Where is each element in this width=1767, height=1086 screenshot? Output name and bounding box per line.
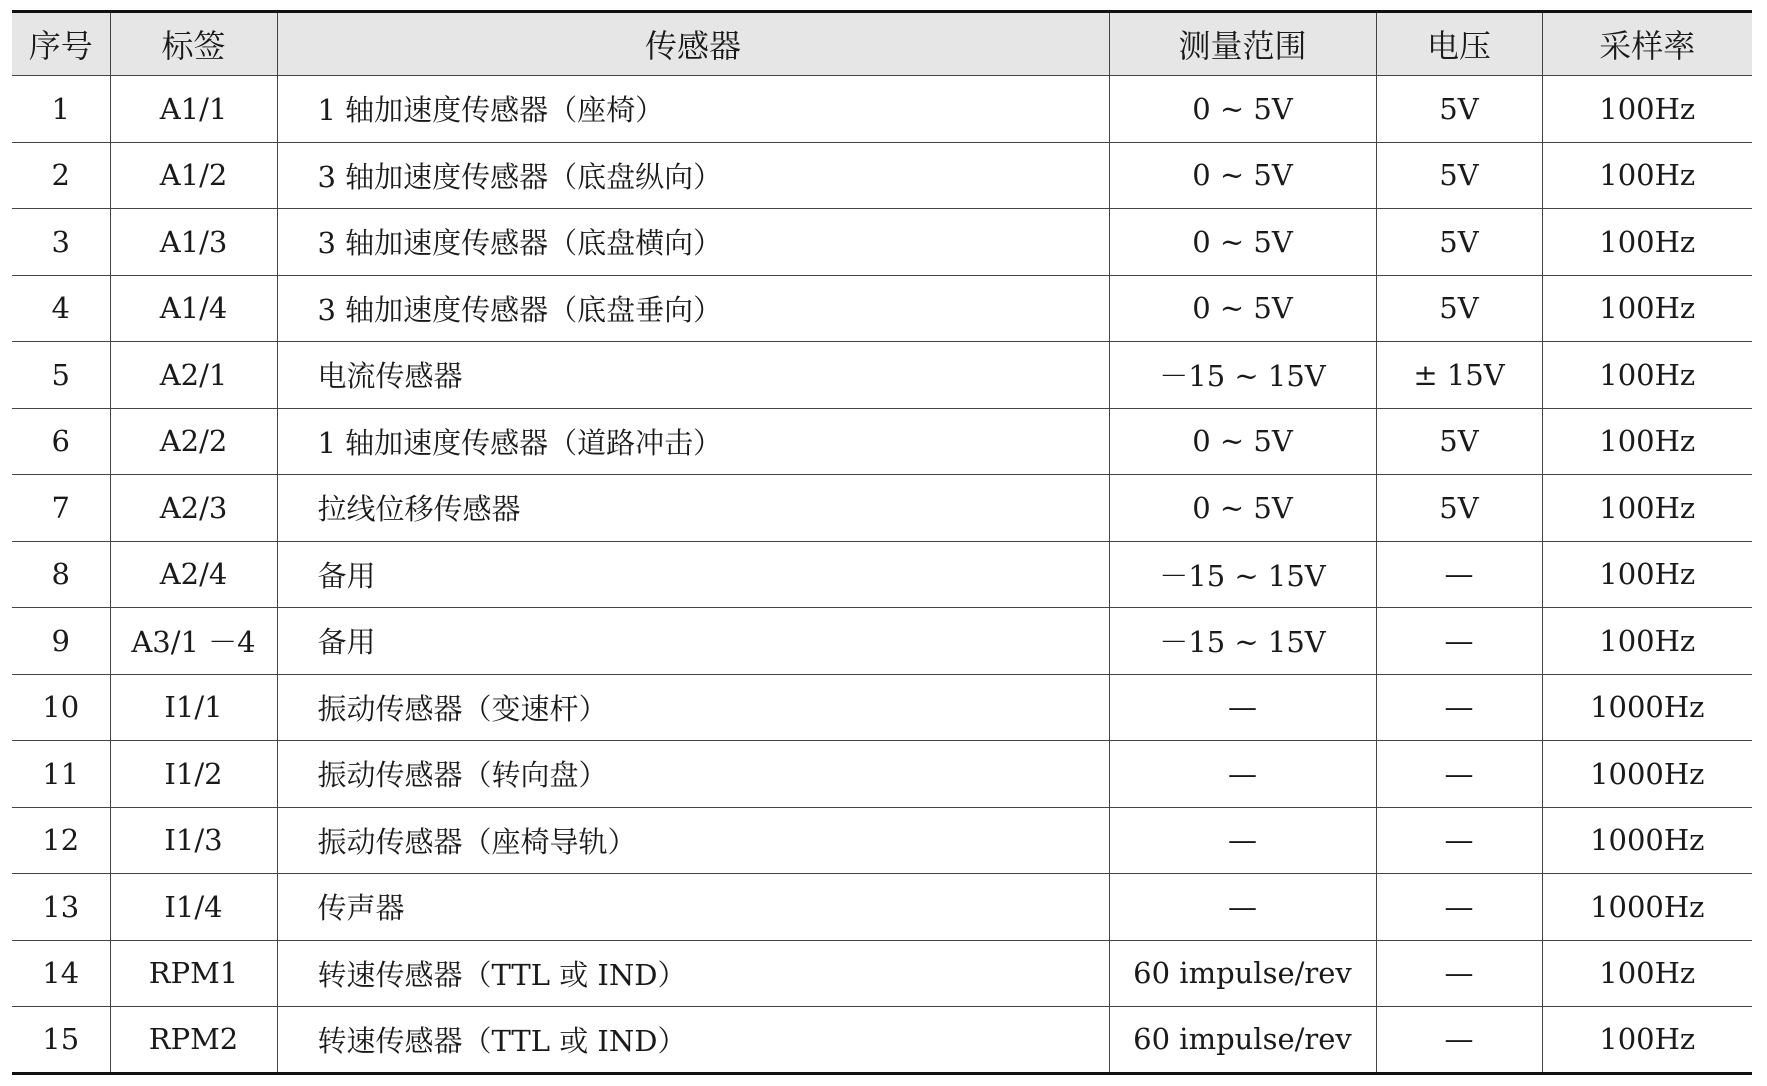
cell-rate: 1000Hz [1542, 674, 1752, 741]
cell-no: 4 [12, 275, 110, 342]
table-row [12, 275, 1752, 342]
cell-sensor: 3 轴加速度传感器（底盘横向） [277, 209, 1109, 276]
cell-range: 0 ~ 5V [1109, 275, 1376, 342]
cell-sensor: 1 轴加速度传感器（道路冲击） [277, 408, 1109, 475]
cell-voltage: — [1376, 874, 1542, 941]
cell-tag: I1/3 [110, 807, 277, 874]
header-voltage: 电压 [1376, 12, 1542, 76]
header-sensor: 传感器 [277, 12, 1109, 76]
cell-tag: A1/4 [110, 275, 277, 342]
cell-rate: 100Hz [1542, 275, 1752, 342]
table-row [12, 408, 1752, 475]
header-no: 序号 [12, 12, 110, 76]
cell-no: 7 [12, 475, 110, 542]
cell-voltage: ± 15V [1376, 342, 1542, 409]
cell-rate: 1000Hz [1542, 741, 1752, 808]
cell-voltage: — [1376, 807, 1542, 874]
table-row [12, 142, 1752, 209]
cell-range: — [1109, 807, 1376, 874]
cell-tag: RPM2 [110, 1007, 277, 1074]
sensor-table [12, 10, 1752, 1075]
cell-voltage: 5V [1376, 475, 1542, 542]
cell-sensor: 振动传感器（转向盘） [277, 741, 1109, 808]
cell-sensor: 振动传感器（变速杆） [277, 674, 1109, 741]
cell-voltage: 5V [1376, 275, 1542, 342]
cell-sensor: 备用 [277, 541, 1109, 608]
cell-tag: A1/1 [110, 76, 277, 143]
cell-tag: A2/3 [110, 475, 277, 542]
table-row [12, 342, 1752, 409]
cell-rate: 100Hz [1542, 342, 1752, 409]
cell-range: 0 ~ 5V [1109, 408, 1376, 475]
table-row [12, 541, 1752, 608]
header-row [12, 12, 1752, 76]
cell-rate: 100Hz [1542, 475, 1752, 542]
cell-sensor: 3 轴加速度传感器（底盘垂向） [277, 275, 1109, 342]
cell-no: 6 [12, 408, 110, 475]
cell-range: －15 ~ 15V [1109, 342, 1376, 409]
header-rate: 采样率 [1542, 12, 1752, 76]
cell-range: — [1109, 874, 1376, 941]
table-header [12, 12, 1752, 76]
header-tag: 标签 [110, 12, 277, 76]
cell-range: 0 ~ 5V [1109, 475, 1376, 542]
cell-voltage: 5V [1376, 142, 1542, 209]
cell-sensor: 转速传感器（TTL 或 IND） [277, 940, 1109, 1007]
cell-sensor: 3 轴加速度传感器（底盘纵向） [277, 142, 1109, 209]
cell-no: 5 [12, 342, 110, 409]
table-row [12, 608, 1752, 675]
cell-rate: 100Hz [1542, 76, 1752, 143]
cell-range: — [1109, 674, 1376, 741]
cell-voltage: — [1376, 674, 1542, 741]
table-row [12, 1007, 1752, 1074]
cell-range: 60 impulse/rev [1109, 1007, 1376, 1074]
cell-no: 9 [12, 608, 110, 675]
cell-no: 1 [12, 76, 110, 143]
cell-no: 14 [12, 940, 110, 1007]
cell-range: －15 ~ 15V [1109, 541, 1376, 608]
cell-tag: A1/2 [110, 142, 277, 209]
cell-rate: 100Hz [1542, 1007, 1752, 1074]
table-row [12, 807, 1752, 874]
cell-tag: A2/4 [110, 541, 277, 608]
cell-no: 12 [12, 807, 110, 874]
table-body [12, 76, 1752, 1074]
cell-no: 10 [12, 674, 110, 741]
cell-voltage: 5V [1376, 209, 1542, 276]
header-range: 测量范围 [1109, 12, 1376, 76]
cell-rate: 1000Hz [1542, 874, 1752, 941]
cell-no: 2 [12, 142, 110, 209]
cell-no: 15 [12, 1007, 110, 1074]
table-row [12, 674, 1752, 741]
cell-no: 11 [12, 741, 110, 808]
cell-tag: I1/4 [110, 874, 277, 941]
cell-rate: 100Hz [1542, 408, 1752, 475]
cell-sensor: 传声器 [277, 874, 1109, 941]
cell-sensor: 拉线位移传感器 [277, 475, 1109, 542]
cell-rate: 100Hz [1542, 142, 1752, 209]
cell-voltage: 5V [1376, 408, 1542, 475]
cell-tag: I1/2 [110, 741, 277, 808]
cell-no: 3 [12, 209, 110, 276]
table-row [12, 475, 1752, 542]
cell-sensor: 转速传感器（TTL 或 IND） [277, 1007, 1109, 1074]
cell-rate: 100Hz [1542, 209, 1752, 276]
cell-voltage: — [1376, 940, 1542, 1007]
cell-voltage: — [1376, 608, 1542, 675]
cell-voltage: — [1376, 541, 1542, 608]
cell-tag: I1/1 [110, 674, 277, 741]
cell-rate: 1000Hz [1542, 807, 1752, 874]
cell-range: 0 ~ 5V [1109, 76, 1376, 143]
cell-tag: A2/1 [110, 342, 277, 409]
cell-sensor: 电流传感器 [277, 342, 1109, 409]
cell-no: 13 [12, 874, 110, 941]
cell-tag: A3/1 －4 [110, 608, 277, 675]
cell-rate: 100Hz [1542, 940, 1752, 1007]
table-row [12, 209, 1752, 276]
cell-sensor: 备用 [277, 608, 1109, 675]
cell-rate: 100Hz [1542, 541, 1752, 608]
table-row [12, 76, 1752, 143]
cell-tag: RPM1 [110, 940, 277, 1007]
cell-range: 60 impulse/rev [1109, 940, 1376, 1007]
table-row [12, 940, 1752, 1007]
cell-voltage: 5V [1376, 76, 1542, 143]
table-row [12, 741, 1752, 808]
cell-sensor: 1 轴加速度传感器（座椅） [277, 76, 1109, 143]
cell-range: 0 ~ 5V [1109, 209, 1376, 276]
cell-tag: A1/3 [110, 209, 277, 276]
cell-voltage: — [1376, 1007, 1542, 1074]
sensor-table-container [12, 10, 1752, 1075]
cell-range: — [1109, 741, 1376, 808]
table-row [12, 874, 1752, 941]
cell-range: 0 ~ 5V [1109, 142, 1376, 209]
cell-no: 8 [12, 541, 110, 608]
cell-rate: 100Hz [1542, 608, 1752, 675]
cell-sensor: 振动传感器（座椅导轨） [277, 807, 1109, 874]
cell-voltage: — [1376, 741, 1542, 808]
cell-tag: A2/2 [110, 408, 277, 475]
cell-range: －15 ~ 15V [1109, 608, 1376, 675]
